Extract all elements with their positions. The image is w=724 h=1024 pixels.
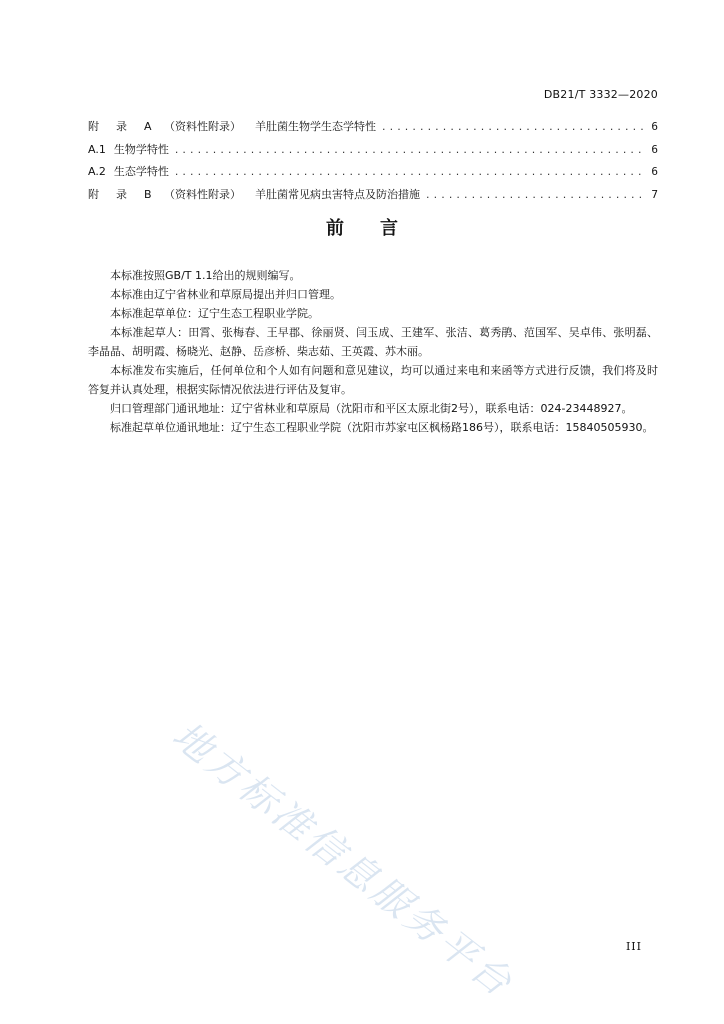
toc-title: 生态学特性	[113, 165, 169, 178]
toc-entry[interactable]	[88, 163, 658, 186]
foreword-paragraph: 本标准发布实施后，任何单位和个人如有问题和意见建议，均可以通过来电和来函等方式进行反馈，我们将及时答复并认真处理，根据实际情况依法进行评估及复审。	[88, 364, 658, 396]
toc-entry[interactable]	[88, 186, 658, 209]
toc-entry[interactable]	[88, 141, 658, 164]
toc-prefix: 附 录 A	[88, 120, 155, 133]
page-number: III	[625, 940, 642, 953]
toc-leader-dots	[426, 188, 645, 201]
toc-title: 羊肚菌生物学生态学特性	[255, 120, 377, 133]
toc-leader-dots	[382, 120, 645, 133]
toc-title: 生物学特性	[113, 142, 169, 156]
toc-title: 羊肚菌常见病虫害特点及防治措施	[255, 187, 421, 201]
toc-page: 6	[651, 165, 658, 178]
foreword-paragraph: 标准起草单位通讯地址：辽宁生态工程职业学院（沈阳市苏家屯区枫杨路186号），联系电话：15840505930。	[110, 421, 654, 434]
toc-type: （资料性附录）	[164, 187, 242, 201]
foreword-title-second-char: 言	[380, 218, 398, 239]
foreword-paragraph: 本标准起草人：田霄、张梅春、王早郡、徐丽贤、闫玉成、王建军、张洁、葛秀鹃、范国军、吴卓伟、张明磊、李晶晶、胡明霞、杨晓光、赵静、岳彦桥、柴志茹、王英霞、苏木丽。	[88, 326, 658, 358]
watermark: 地方标准信息服务平台	[164, 712, 523, 1007]
toc-prefix: A.1	[88, 142, 106, 156]
table-of-contents	[88, 118, 658, 208]
toc-prefix: 附 录 B	[88, 187, 155, 201]
toc-page: 7	[651, 187, 658, 201]
foreword-paragraph: 归口管理部门通讯地址：辽宁省林业和草原局（沈阳市和平区太原北街2号），联系电话：024-23448927。	[110, 402, 633, 415]
toc-leader-dots	[175, 165, 646, 178]
foreword-paragraph: 本标准由辽宁省林业和草原局提出并归口管理。	[110, 288, 341, 301]
foreword-paragraph: 本标准起草单位：辽宁生态工程职业学院。	[110, 307, 319, 320]
toc-page: 6	[651, 120, 658, 133]
foreword-paragraph: 本标准按照GB/T 1.1给出的规则编写。	[110, 269, 301, 282]
foreword-heading	[0, 214, 724, 240]
toc-entry[interactable]	[88, 118, 658, 141]
foreword-body	[88, 266, 658, 437]
standard-code: DB21/T 3332—2020	[543, 88, 658, 101]
toc-prefix: A.2	[88, 165, 106, 178]
foreword-title-first-char: 前	[326, 218, 344, 239]
toc-type: （资料性附录）	[164, 120, 242, 133]
toc-leader-dots	[175, 143, 646, 156]
toc-page: 6	[651, 142, 658, 156]
